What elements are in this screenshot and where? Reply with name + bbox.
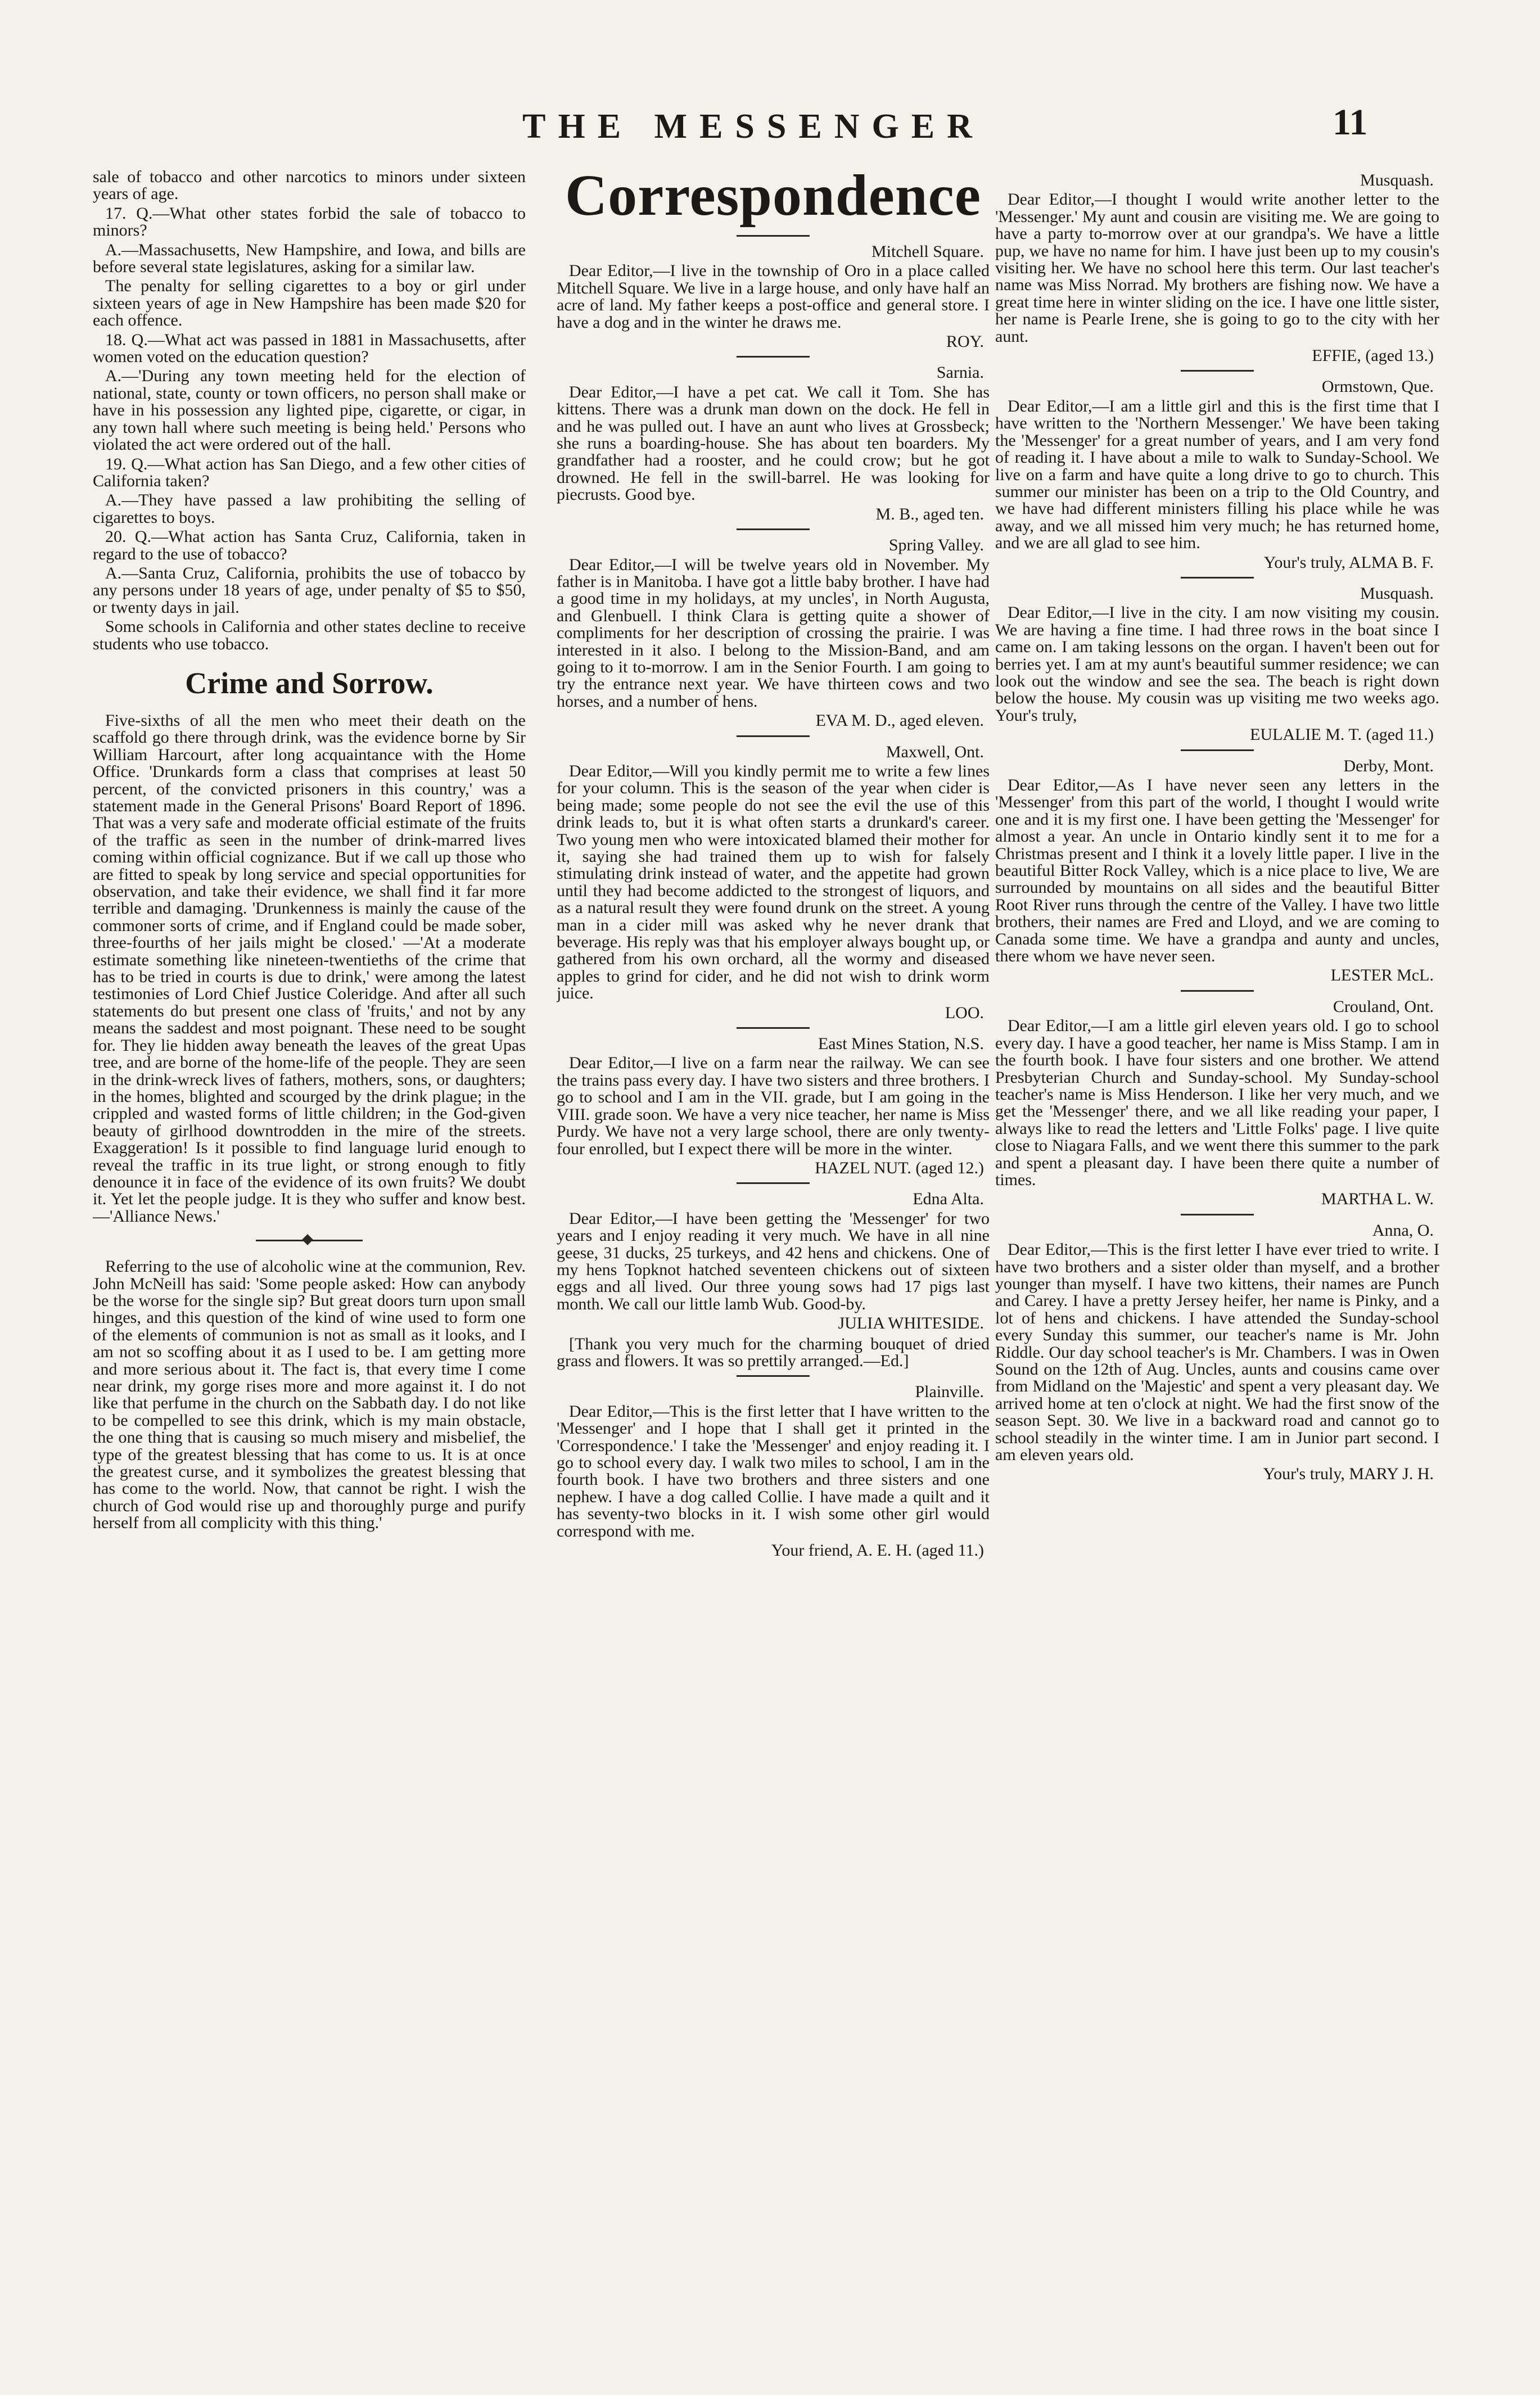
letter-text: Dear Editor,—This is the first letter I have ever tried to write. I have two brothers and a sister older than myself, and a brother younger than myself. I have two kittens, their names are Punch and Carey. I have a pretty Jersey heifer, her name is Pinky, and a lot of hens and chickens. I have attended the Sunday-school every Sunday this summer, our teacher's name is Mr. John Riddle. Our day school teacher's is Mr. Chambers. I was in Owen Sound on the 12th of Aug. Uncles, aunts and cousins came over from Midland on the 'Majestic' and spent a very pleasant day. We arrived home at ten o'clock at night. We had the first snow of the season Sept. 30. We live in a backward road and cannot go to school steadily in the winter time. I am in Junior part second. I am eleven years old.	[995, 1240, 1439, 1465]
letter-text: Dear Editor,—Will you kindly permit me to write a few lines for your column. This is the season of the year when cider is being made; some people do not see the evil the use of this drink leads to, but it is what often starts a drunkard's career. Two young men who were intoxicated blamed their mother for it, saying she had trained them up to wish for falsely stimulating drink instead of water, and the appetite had grown until they had become addicted to the strongest of liquors, and as a natural result they were found drunk on the street. A young man in a cider mill was asked why he never drank that beverage. His reply was that his employer always bought up, or gathered from his own orchard, all the wormy and diseased apples to grind for cider, and he did not wish to drink worm juice.	[557, 761, 990, 1003]
divider	[1181, 577, 1254, 579]
letter-text: Dear Editor,—I have a pet cat. We call it Tom. She has kittens. There was a drunk man down on the dock. He fell in and he was pulled out. I have an aunt who lives at Grossbeck; she runs a boarding-house. She has about ten boarders. My grandfather had a rooster, and he could crow; but he got drowned. He fell in the swill-barrel. He was looking for piecrusts. Good bye.	[557, 382, 990, 504]
letter-signature: MARTHA L. W.	[1321, 1190, 1434, 1209]
letter-place: Edna Alta.	[913, 1190, 984, 1209]
masthead: THE MESSENGER	[522, 107, 984, 146]
letter	[995, 998, 1439, 1208]
divider	[1181, 370, 1254, 372]
letter-signature: LOO.	[945, 1003, 984, 1022]
question: 18. Q.—What act was passed in 1881 in Massachusetts, after women voted on the education question?	[93, 330, 526, 367]
letter-place: East Mines Station, N.S.	[818, 1034, 984, 1054]
letter-text: Dear Editor,—I live in the township of Oro in a place called Mitchell Square. We live in a large house, and only have half an acre of land. My father keeps a post-office and general store. I have a dog and in the winter he draws me.	[557, 261, 990, 332]
letter-place: Spring Valley.	[888, 536, 984, 555]
letter-place: Anna, O.	[1372, 1221, 1434, 1240]
column-2	[557, 169, 990, 2361]
letter	[557, 1036, 990, 1177]
letter-place: Maxwell, Ont.	[886, 742, 984, 761]
paragraph: sale of tobacco and other narcotics to minors under sixteen years of age.	[93, 169, 526, 204]
column-3	[995, 169, 1439, 2361]
paragraph: The penalty for selling cigarettes to a boy or girl under sixteen years of age in New Hampshire has been made $20 for each offence.	[93, 277, 526, 330]
article-body: Five-sixths of all the men who meet their death on the scaffold go there through drink, was the evidence borne by Sir William Harcourt, after long acquaintance with the Home Office. 'Drunkards form a class that comprises at least 50 percent, of the convicted prisoners in this country,' was a statement made in the General Prisons' Board Report of 1896. That was a very safe and moderate official estimate of the fruits of the traffic as seen in the number of drink-marred lives coming within official cognizance. But if we call up those who are fitted to speak by long service and special opportunities for observation, and take their evidence, we shall find it far more terrible and damaging. 'Drunkenness is mainly the cause of the commoner sorts of crime, and if England could be made sober, three-fourths of her jails might be closed.' —'At a moderate estimate something like nineteen-twentieths of the crime that has to be tried in courts is due to drink,' were among the latest testimonies of Lord Chief Justice Coleridge. And after all such statements do but present one class of 'fruits,' and not by any means the saddest and most poignant. These need to be sought for. They lie hidden away beneath the leaves of the great Upas tree, and are borne of the home-life of the people. They are seen in the drink-wreck lives of fathers, mothers, sons, or daughters; in the homes, blighted and scourged by the drink plague; in the crippled and wasted forms of little children; in the God-given beauty of girlhood downtrodden in the mire of the streets. Exaggeration! Is it possible to find language lurid enough to reveal the traffic in its true light, or strong enough to fitly denounce it in face of the evidence of its own fruits? We doubt it. Yet let the people judge. It is they who suffer and know best.—'Alliance News.'	[93, 711, 526, 1226]
letter-text: Dear Editor,—I am a little girl eleven years old. I go to school every day. I have a good teacher, her name is Miss Stamp. I am in the fourth book. I have four sisters and one brother. We attend Presbyterian Church and Sunday-school. My Sunday-school teacher's name is Miss Henderson. I like her very much, and we get the 'Messenger' there, and we all like reading your paper, I always like to read the letters and 'Little Folks' page. I live quite close to Niagara Falls, and we went there this summer to the park and spent a pleasant day. I have been there quite a number of times.	[995, 1016, 1439, 1189]
letter-place: Musquash.	[1360, 171, 1434, 189]
divider	[737, 735, 810, 737]
letter	[557, 364, 990, 523]
editor-note-text: [Thank you very much for the charming bouquet of dried grass and flowers. It was so prettily arranged.—Ed.]	[557, 1334, 990, 1370]
answer: A.—Massachusetts, New Hampshire, and Iowa, and bills are before several state legislatures, asking for a similar law.	[93, 240, 526, 277]
letter-place: Crouland, Ont.	[1333, 997, 1434, 1016]
section-title: Correspondence	[564, 169, 982, 228]
divider	[737, 1182, 810, 1184]
letter	[995, 1222, 1439, 1483]
letter-place: Ormstown, Que.	[1321, 377, 1434, 396]
letter	[995, 585, 1439, 744]
letter	[557, 1384, 990, 1559]
letter-place: Mitchell Square.	[871, 242, 984, 261]
letter-signature: Your friend, A. E. H. (aged 11.)	[771, 1541, 984, 1560]
letter	[995, 758, 1439, 984]
answer: A.—They have passed a law prohibiting the selling of cigarettes to boys.	[93, 491, 526, 527]
question: 20. Q.—What action has Santa Cruz, California, taken in regard to the use of tobacco?	[93, 527, 526, 563]
letter-signature: EVA M. D., aged eleven.	[815, 711, 984, 730]
answer: A.—'During any town meeting held for the election of national, state, county or town officers, no person shall make or have in his possession any lighted pipe, cigarette, or cigar, in any town hall where such meeting is being held.' Persons who violated the act were ordered out of the hall.	[93, 367, 526, 454]
letter-text: Dear Editor,—I live on a farm near the railway. We can see the trains pass every day. I have two sisters and three brothers. I go to school and I am in the VII. grade, but I am going in the VIII. grade soon. We have a very nice teacher, her name is Miss Purdy. We have not a very large school, there are only twenty-four enrolled, but I expect there will be more in the winter.	[557, 1054, 990, 1158]
letter-signature: JULIA WHITESIDE.	[838, 1314, 984, 1333]
letter-text: Dear Editor,—I am a little girl and this is the first time that I have written to the 'Northern Messenger.' We have been taking the 'Messenger' for a great number of years, and I am very fond of reading it. I have about a mile to walk to Sunday-School. We live on a farm and have quite a long drive to go to church. This summer our minister has been on a trip to the Old Country, and we have had different ministers filling his place while he was away, and we all missed him very much; he has returned home, and we are all glad to see him.	[995, 396, 1439, 553]
divider	[737, 356, 810, 358]
letter	[557, 1191, 990, 1332]
page-number: 11	[1333, 102, 1368, 143]
letter	[995, 378, 1439, 571]
divider	[1181, 749, 1254, 751]
letter-place: Sarnia.	[936, 363, 984, 382]
letter	[995, 172, 1439, 364]
letter-place: Derby, Mont.	[1343, 756, 1434, 775]
letter-signature: HAZEL NUT. (aged 12.)	[815, 1158, 984, 1177]
question: 19. Q.—What action has San Diego, and a few other cities of California taken?	[93, 454, 526, 490]
divider	[737, 528, 810, 530]
letter-place: Plainville.	[915, 1382, 984, 1402]
article-title: Crime and Sorrow.	[185, 666, 433, 700]
divider	[737, 1027, 810, 1029]
editor-note	[557, 1336, 990, 1370]
letter-signature: Your's truly, ALMA B. F.	[1263, 553, 1434, 572]
divider	[1181, 1214, 1254, 1215]
divider	[256, 1240, 363, 1241]
letter-text: Dear Editor,—As I have never seen any letters in the 'Messenger' from this part of the world, I thought I would write one and it is my first one. I have been getting the 'Messenger' for almost a year. An uncle in Ontario kindly sent it to me for a Christmas present and I think it a lovely little paper. I live in the beautiful Bitter Rock Valley, which is a nice place to live, We are surrounded by mountains on all sides and the beautiful Bitter Root River runs through the centre of the Valley. I have two little brothers, their names are Fred and Lloyd, and we are coming to Canada some time. We have a grandpa and aunty and uncles, there whom we have never seen.	[995, 776, 1439, 966]
letter	[557, 537, 990, 729]
divider	[737, 235, 810, 237]
letter-text: Dear Editor,—I will be twelve years old in November. My father is in Manitoba. I have got a little baby brother. I have had a good time in my holidays, at my uncles', in North Augusta, and Glenbuell. I think Clara is getting quite a shower of compliments for her description of crossing the prairie. I was interested in it also. I belong to the Mission-Band, and am going to it to-morrow. I am in the Senior Fourth. I am going to try the entrance next year. We have thirteen cows and two horses, and a number of hens.	[557, 555, 990, 711]
letter-text: Dear Editor,—This is the first letter that I have written to the 'Messenger' and I hope that I shall get it printed in the 'Correspondence.' I take the 'Messenger' and enjoy reading it. I go to school every day. I walk two miles to school, I am in the fourth book. I have two brothers and three sisters and one nephew. I have a dog called Collie. I have made a quilt and it has seventy-two blocks in it. I wish some other girl would correspond with me.	[557, 1402, 990, 1540]
paragraph: Some schools in California and other states decline to receive students who use tobacco.	[93, 617, 526, 653]
letter-signature: LESTER McL.	[1330, 966, 1434, 985]
letter-signature: ROY.	[946, 332, 984, 351]
divider	[737, 1375, 810, 1377]
divider	[1181, 990, 1254, 992]
article-body: Referring to the use of alcoholic wine at the communion, Rev. John McNeill has said: 'Some people asked: How can anybody be the worse for the single sip? But great doors turn upon small hinges, and this question of the kind of wine used to form one of the elements of communion is not as small as it looks, and I am not so scoffing about it as I used to be. I am getting more and more serious about it. The fact is, that every time I come near drink, my gorge rises more and more against it. I do not like that perfume in the church on the Sabbath day. I do not like to be compelled to see this drink, which is my main obstacle, the one thing that is causing so much misery and misbelief, the type of the greatest blessing that has come to us. It is at once the greatest curse, and it symbolizes the greatest blessing that has come to the world. Now, that cannot be right. I wish the church of God would rise up and thoroughly purge and purify herself from all complicity with this thing.'	[93, 1257, 526, 1533]
letter-signature: M. B., aged ten.	[875, 504, 984, 523]
letter-text: Dear Editor,—I live in the city. I am now visiting my cousin. We are having a fine time. I had three rows in the boat since I came on. I am taking lessons on the organ. I haven't been out for berries yet. I am at my aunt's beautiful summer residence; we can look out the window and see the sea. The beach is right down below the house. My cousin was up visiting me two weeks ago. Your's truly,	[995, 603, 1439, 725]
letter-place: Musquash.	[1360, 584, 1434, 603]
letter-signature: EFFIE, (aged 13.)	[1312, 346, 1434, 365]
letter-signature: Your's truly, MARY J. H.	[1263, 1465, 1434, 1484]
letter	[557, 243, 990, 350]
letter-text: Dear Editor,—I have been getting the 'Messenger' for two years and I enjoy reading it very much. We have in all nine geese, 31 ducks, 25 turkeys, and 42 hens and chickens. One of my hens Topknot hatched seventeen chickens out of sixteen eggs and all lived. Our three young sows had 17 pigs last month. We call our little lamb Wub. Good-by.	[557, 1209, 990, 1313]
answer: A.—Santa Cruz, California, prohibits the use of tobacco by any persons under 18 years of age, under penalty of $5 to $50, or twenty days in jail.	[93, 563, 526, 617]
letter-signature: EULALIE M. T. (aged 11.)	[1250, 725, 1434, 744]
letter	[557, 744, 990, 1022]
letter-text: Dear Editor,—I thought I would write another letter to the 'Messenger.' My aunt and cousin are visiting me. We are going to have a party to-morrow over at our grandpa's. We have a little pup, we have no name for him. I have just been up to my cousin's visiting her. We have no school here this term. Our last teacher's name was Miss Norrad. My brothers are fishing now. We have a great time here in winter sliding on the ice. I have one little sister, her name is Pearle Irene, she is going to go to the city with her aunt.	[995, 190, 1439, 346]
column-1	[93, 169, 526, 2361]
question: 17. Q.—What other states forbid the sale of tobacco to minors?	[93, 204, 526, 240]
